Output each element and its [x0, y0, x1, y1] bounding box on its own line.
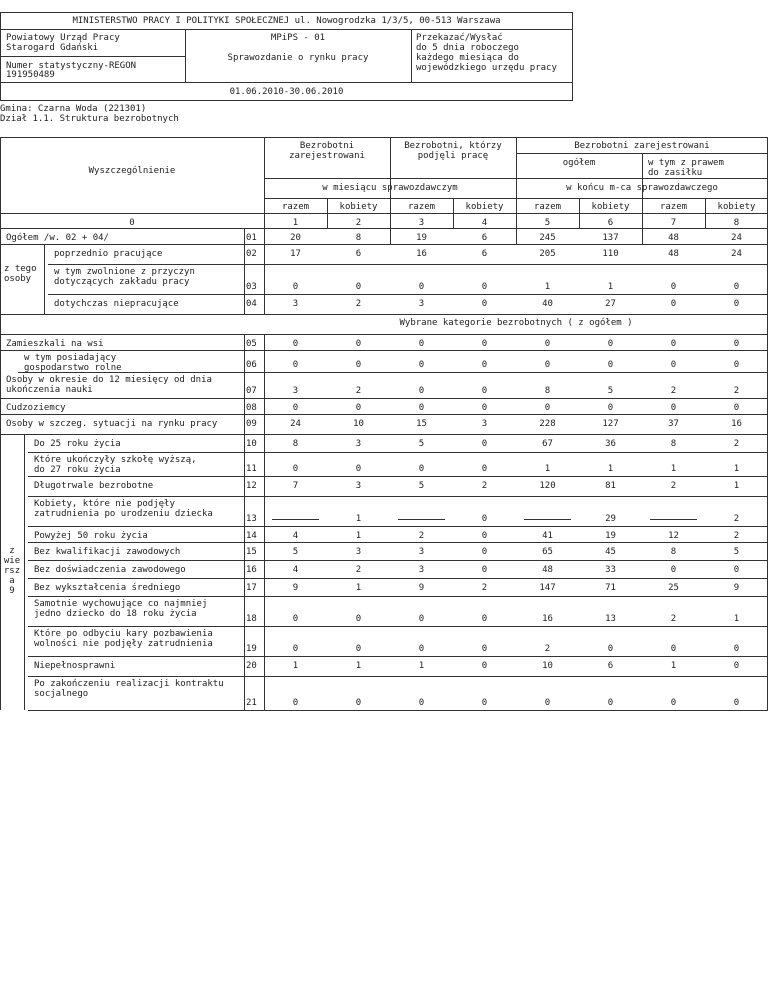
row-18-col-1: 0: [292, 614, 299, 624]
row-17-col-3: 9: [418, 583, 425, 593]
header-divider-2: [411, 29, 412, 83]
row-01-col-2: 8: [355, 233, 362, 243]
row-09-col-2: 10: [353, 419, 364, 429]
hdr-zasilek: w tym z prawem do zasiłku: [648, 158, 724, 178]
row-07-col-5: 8: [544, 386, 551, 396]
row-03-col-6: 1: [607, 282, 614, 292]
sub-header-4: kobiety: [465, 202, 504, 212]
header-divider-3: [0, 56, 185, 57]
row-14-col-3: 2: [418, 531, 425, 541]
row-05-col-7: 0: [670, 339, 677, 349]
row-20-col-4: 0: [481, 661, 488, 671]
row-16-col-2: 2: [355, 565, 362, 575]
z-tego-label: z tego osoby: [4, 264, 37, 284]
row-03-col-4: 0: [481, 282, 488, 292]
row-04-col-6: 27: [605, 299, 616, 309]
row-number-10: 10: [246, 439, 257, 449]
row-number-19: 19: [246, 644, 257, 654]
left-v-bottom: [0, 334, 1, 710]
col-number-5: 5: [544, 218, 551, 228]
sub-header-6: kobiety: [591, 202, 630, 212]
row-09-col-5: 228: [539, 419, 556, 429]
row-04-col-2: 2: [355, 299, 362, 309]
row-18-col-7: 2: [670, 614, 677, 624]
row-01-col-5: 245: [539, 233, 556, 243]
dzial-title: Dział 1.1. Struktura bezrobotnych: [0, 114, 179, 124]
row-line-14: [28, 542, 768, 543]
row-18-col-3: 0: [418, 614, 425, 624]
row-15-col-2: 3: [355, 547, 362, 557]
hdr-podjeli-prace: Bezrobotni, którzy podjęli pracę: [404, 141, 502, 161]
row-08-col-4: 0: [481, 403, 488, 413]
row-label-17: Bez wykształcenia średniego: [34, 583, 181, 593]
row-17-col-1: 9: [292, 583, 299, 593]
row-17-col-5: 147: [539, 583, 556, 593]
row-10-col-3: 5: [418, 439, 425, 449]
row-15-col-5: 65: [542, 547, 553, 557]
section-bottom: [0, 334, 768, 335]
row-label-04: dotychczas niepracujące: [54, 299, 179, 309]
row-number-14: 14: [246, 531, 257, 541]
row-03-col-8: 0: [733, 282, 740, 292]
stat-number: 191950489: [6, 70, 55, 80]
row-11-col-7: 1: [670, 464, 677, 474]
row-03-col-2: 0: [355, 282, 362, 292]
form-title: Sprawozdanie o rynku pracy: [227, 53, 369, 63]
row-line-02: [48, 264, 768, 265]
row-line-07: [0, 398, 768, 399]
row-20-col-3: 1: [418, 661, 425, 671]
row-line-17: [28, 596, 768, 597]
row-01-col-1: 20: [290, 233, 301, 243]
row-18-col-8: 1: [733, 614, 740, 624]
row-21-col-8: 0: [733, 698, 740, 708]
row-label-06: w tym posiadający gospodarstwo rolne: [24, 353, 122, 373]
row-21-col-4: 0: [481, 698, 488, 708]
row-11-col-5: 1: [544, 464, 551, 474]
row-14-col-4: 0: [481, 531, 488, 541]
row-16-col-4: 0: [481, 565, 488, 575]
header-ministry: MINISTERSTWO PRACY I POLITYKI SPOŁECZNEJ ul. Nowogrodzka 1/3/5, 00-513 Warszawa: [72, 16, 501, 26]
row-line-10: [28, 452, 768, 453]
row-06-col-4: 0: [481, 360, 488, 370]
row-number-13: 13: [246, 514, 257, 524]
row-06-col-5: 0: [544, 360, 551, 370]
row-11-col-6: 1: [607, 464, 614, 474]
hdr-w-koncu: w końcu m-ca sprawozdawczego: [566, 183, 718, 193]
row-06-col-1: 0: [292, 360, 299, 370]
row-14-col-6: 19: [605, 531, 616, 541]
row-05-col-6: 0: [607, 339, 614, 349]
hdr-ogolem: ogółem: [562, 158, 596, 168]
row-number-07: 07: [246, 386, 257, 396]
row-07-col-2: 2: [355, 386, 362, 396]
row-02-col-8: 24: [731, 249, 742, 259]
row-14-col-5: 41: [542, 531, 553, 541]
sub-header-3: razem: [407, 202, 436, 212]
row-20-col-6: 6: [607, 661, 614, 671]
row-18-col-6: 13: [605, 614, 616, 624]
row-03-col-1: 0: [292, 282, 299, 292]
col-number-4: 4: [481, 218, 488, 228]
row-12-col-3: 5: [418, 481, 425, 491]
nr-v-top: [244, 228, 245, 314]
sub-header-2: kobiety: [339, 202, 378, 212]
row-label-20: Niepełnosprawni: [34, 661, 116, 671]
row-04-col-4: 0: [481, 299, 488, 309]
row-08-col-7: 0: [670, 403, 677, 413]
row-14-col-8: 2: [733, 531, 740, 541]
row-number-04: 04: [246, 299, 257, 309]
row-04-col-5: 40: [542, 299, 553, 309]
row-21-col-1: 0: [292, 698, 299, 708]
row-number-06: 06: [246, 360, 257, 370]
period: 01.06.2010-30.06.2010: [229, 87, 344, 97]
row-17-col-6: 71: [605, 583, 616, 593]
row-17-col-2: 1: [355, 583, 362, 593]
row-04-col-8: 0: [733, 299, 740, 309]
hdr-bezrobotni-zarej: Bezrobotni zarejestrowani: [289, 141, 365, 161]
row-label-03: w tym zwolnione z przyczyn dotyczących zakładu pracy: [54, 267, 195, 287]
row-08-col-1: 0: [292, 403, 299, 413]
row-line-12: [28, 496, 768, 497]
row-10-col-6: 36: [605, 439, 616, 449]
row-line-03: [48, 294, 768, 295]
row-line-09: [0, 434, 768, 435]
row-09-col-3: 15: [416, 419, 427, 429]
z-wiersza-label: z wie rsz a 9: [3, 546, 21, 596]
row-line-01: [0, 244, 768, 245]
row-16-col-6: 33: [605, 565, 616, 575]
row-line-21: [28, 710, 768, 711]
row-line-08: [0, 414, 768, 415]
row-08-col-6: 0: [607, 403, 614, 413]
row-20-col-8: 0: [733, 661, 740, 671]
row-13-col-5-dash: [524, 519, 571, 520]
row-21-col-3: 0: [418, 698, 425, 708]
hdr-w-miesiacu: w miesiącu sprawozdawczym: [322, 183, 458, 193]
row-09-col-7: 37: [668, 419, 679, 429]
row-09-col-4: 3: [481, 419, 488, 429]
row-01-col-3: 19: [416, 233, 427, 243]
row-10-col-4: 0: [481, 439, 488, 449]
row-12-col-7: 2: [670, 481, 677, 491]
row-18-col-4: 0: [481, 614, 488, 624]
row-19-col-6: 0: [607, 644, 614, 654]
row-03-col-3: 0: [418, 282, 425, 292]
row-06-col-3: 0: [418, 360, 425, 370]
row-label-05: Zamieszkali na wsi: [6, 339, 104, 349]
row-label-19: Które po odbyciu kary pozbawienia wolności nie podjęły zatrudnienia: [34, 629, 213, 649]
row-10-col-7: 8: [670, 439, 677, 449]
row-number-20: 20: [246, 661, 257, 671]
row-11-col-2: 0: [355, 464, 362, 474]
row-label-15: Bez kwalifikacji zawodowych: [34, 547, 181, 557]
row-09-col-1: 24: [290, 419, 301, 429]
row-11-col-3: 0: [418, 464, 425, 474]
office-name-line1: Powiatowy Urząd Pracy: [6, 33, 120, 43]
row-17-col-7: 25: [668, 583, 679, 593]
row-number-09: 09: [246, 419, 257, 429]
row-13-col-8: 2: [733, 514, 740, 524]
row-14-col-2: 1: [355, 531, 362, 541]
row-06-col-2: 0: [355, 360, 362, 370]
row-05-col-1: 0: [292, 339, 299, 349]
row-19-col-1: 0: [292, 644, 299, 654]
row-label-18: Samotnie wychowujące co najmniej jedno dziecko do 18 roku życia: [34, 599, 208, 619]
row-11-col-1: 0: [292, 464, 299, 474]
row-line-19: [28, 656, 768, 657]
row-18-col-2: 0: [355, 614, 362, 624]
row-02-col-6: 110: [602, 249, 619, 259]
row-number-02: 02: [246, 249, 257, 259]
row-line-20: [28, 676, 768, 677]
row-08-col-3: 0: [418, 403, 425, 413]
row-09-col-8: 16: [731, 419, 742, 429]
row-05-col-4: 0: [481, 339, 488, 349]
row-13-col-7-dash: [650, 519, 697, 520]
row-line-04: [48, 314, 768, 315]
row-02-col-5: 205: [539, 249, 556, 259]
row-08-col-8: 0: [733, 403, 740, 413]
row-01-col-6: 137: [602, 233, 619, 243]
row-label-21: Po zakończeniu realizacji kontraktu socjalnego: [34, 679, 224, 699]
row-13-col-6: 29: [605, 514, 616, 524]
row-05-col-3: 0: [418, 339, 425, 349]
row-line-18: [28, 626, 768, 627]
row-number-12: 12: [246, 481, 257, 491]
sub-header-5: razem: [533, 202, 562, 212]
table-top-line: [0, 137, 768, 138]
row-21-col-7: 0: [670, 698, 677, 708]
row-04-col-1: 3: [292, 299, 299, 309]
section-title: Wybrane kategorie bezrobotnych ( z ogółem ): [399, 318, 633, 328]
row-number-16: 16: [246, 565, 257, 575]
col-number-6: 6: [607, 218, 614, 228]
row-number-18: 18: [246, 614, 257, 624]
row-10-col-8: 2: [733, 439, 740, 449]
row-number-15: 15: [246, 547, 257, 557]
row-18-col-5: 16: [542, 614, 553, 624]
col-number-1: 1: [292, 218, 299, 228]
row-label-11: Które ukończyły szkołę wyższą, do 27 roku życia: [34, 455, 197, 475]
row-label-01: Ogółem /w. 02 + 04/: [6, 233, 109, 243]
row-02-col-2: 6: [355, 249, 362, 259]
row-label-09: Osoby w szczeg. sytuacji na rynku pracy: [6, 419, 218, 429]
row-16-col-3: 3: [418, 565, 425, 575]
row-05-col-8: 0: [733, 339, 740, 349]
row-label-12: Długotrwale bezrobotne: [34, 481, 154, 491]
row-number-21: 21: [246, 698, 257, 708]
row-label-07: Osoby w okresie do 12 miesięcy od dnia ukończenia nauki: [6, 375, 212, 395]
hdr-bottom: [0, 228, 768, 229]
row-05-col-5: 0: [544, 339, 551, 349]
row-06-col-8: 0: [733, 360, 740, 370]
row-19-col-2: 0: [355, 644, 362, 654]
row-07-col-7: 2: [670, 386, 677, 396]
row-06-col-6: 0: [607, 360, 614, 370]
row-21-col-2: 0: [355, 698, 362, 708]
z-wiersza-v: [24, 434, 25, 710]
row-15-col-3: 3: [418, 547, 425, 557]
row-19-col-5: 2: [544, 644, 551, 654]
row-04-col-3: 3: [418, 299, 425, 309]
row-13-col-1-dash: [272, 519, 319, 520]
row-label-08: Cudzoziemcy: [6, 403, 66, 413]
row-08-col-5: 0: [544, 403, 551, 413]
row-12-col-8: 1: [733, 481, 740, 491]
row-10-col-1: 8: [292, 439, 299, 449]
row-number-08: 08: [246, 403, 257, 413]
row-10-col-5: 67: [542, 439, 553, 449]
row-05-col-2: 0: [355, 339, 362, 349]
stat-number-label: Numer statystyczny-REGON: [6, 61, 137, 71]
row-15-col-6: 45: [605, 547, 616, 557]
row-02-col-7: 48: [668, 249, 679, 259]
row-13-col-2: 1: [355, 514, 362, 524]
row-19-col-8: 0: [733, 644, 740, 654]
row-07-col-8: 2: [733, 386, 740, 396]
row-number-03: 03: [246, 282, 257, 292]
row-15-col-7: 8: [670, 547, 677, 557]
row-17-col-8: 9: [733, 583, 740, 593]
row-label-10: Do 25 roku życia: [34, 439, 121, 449]
row-03-col-7: 0: [670, 282, 677, 292]
row-07-col-6: 5: [607, 386, 614, 396]
col-number-7: 7: [670, 218, 677, 228]
nr-v-bottom: [244, 334, 245, 710]
row-line-16: [28, 578, 768, 579]
row-09-col-6: 127: [602, 419, 619, 429]
row-15-col-8: 5: [733, 547, 740, 557]
row-12-col-2: 3: [355, 481, 362, 491]
sub-header-8: kobiety: [717, 202, 756, 212]
row-15-col-1: 5: [292, 547, 299, 557]
row-21-col-5: 0: [544, 698, 551, 708]
col-number-3: 3: [418, 218, 425, 228]
row-01-col-7: 48: [668, 233, 679, 243]
row-01-col-8: 24: [731, 233, 742, 243]
row-line-11: [28, 476, 768, 477]
row-12-col-5: 120: [539, 481, 556, 491]
row-line-05: [0, 350, 768, 351]
form-code: MPiPS - 01: [270, 33, 326, 43]
row-line-15: [28, 560, 768, 561]
row-number-05: 05: [246, 339, 257, 349]
row-19-col-3: 0: [418, 644, 425, 654]
row-01-col-4: 6: [481, 233, 488, 243]
row-16-col-7: 0: [670, 565, 677, 575]
row-13-col-3-dash: [398, 519, 445, 520]
row-15-col-4: 0: [481, 547, 488, 557]
sub-header-1: razem: [281, 202, 310, 212]
row-04-col-7: 0: [670, 299, 677, 309]
row-label-14: Powyżej 50 roku życia: [34, 531, 148, 541]
hdr-h-ogolem: [516, 153, 768, 154]
row-20-col-5: 10: [542, 661, 553, 671]
col-number-0: 0: [129, 218, 135, 228]
row-16-col-1: 4: [292, 565, 299, 575]
row-13-col-4: 0: [481, 514, 488, 524]
row-number-01: 01: [246, 233, 257, 243]
row-17-col-4: 2: [481, 583, 488, 593]
row-label-16: Bez doświadczenia zawodowego: [34, 565, 186, 575]
col-number-2: 2: [355, 218, 362, 228]
row-12-col-6: 81: [605, 481, 616, 491]
z-tego-v: [44, 244, 45, 314]
row-label-02: poprzednio pracujące: [54, 249, 163, 259]
row-10-col-2: 3: [355, 439, 362, 449]
row-21-col-6: 0: [607, 698, 614, 708]
row-11-col-8: 1: [733, 464, 740, 474]
row-number-11: 11: [246, 464, 257, 474]
row-19-col-7: 0: [670, 644, 677, 654]
row-06-col-7: 0: [670, 360, 677, 370]
row-14-col-1: 4: [292, 531, 299, 541]
row-07-col-4: 0: [481, 386, 488, 396]
hdr-h-numbers: [0, 213, 768, 214]
hdr-h-periods: [264, 178, 768, 179]
col-number-8: 8: [733, 218, 740, 228]
row-16-col-8: 0: [733, 565, 740, 575]
row-20-col-1: 1: [292, 661, 299, 671]
row-14-col-7: 12: [668, 531, 679, 541]
gmina: Gmina: Czarna Woda (221301): [0, 104, 147, 114]
row-07-col-1: 3: [292, 386, 299, 396]
row-12-col-1: 7: [292, 481, 299, 491]
row-08-col-2: 0: [355, 403, 362, 413]
hdr-bezrobotni-right: Bezrobotni zarejestrowani: [574, 141, 710, 151]
row-number-17: 17: [246, 583, 257, 593]
row-02-col-3: 16: [416, 249, 427, 259]
row-02-col-4: 6: [481, 249, 488, 259]
row-line-13: [28, 526, 768, 527]
row-03-col-5: 1: [544, 282, 551, 292]
row-19-col-4: 0: [481, 644, 488, 654]
hdr-wyszczegolnienie: Wyszczególnienie: [88, 166, 176, 176]
row-02-col-1: 17: [290, 249, 301, 259]
row-20-col-2: 1: [355, 661, 362, 671]
deliver-note: Przekazać/Wysłać do 5 dnia roboczego każdego miesiąca do wojewódzkiego urzędu pracy: [416, 33, 557, 73]
row-07-col-3: 0: [418, 386, 425, 396]
row-12-col-4: 2: [481, 481, 488, 491]
row-16-col-5: 48: [542, 565, 553, 575]
row-label-13: Kobiety, które nie podjęły zatrudnienia po urodzeniu dziecka: [34, 499, 213, 519]
row-20-col-7: 1: [670, 661, 677, 671]
sub-header-7: razem: [659, 202, 688, 212]
row-11-col-4: 0: [481, 464, 488, 474]
office-name-line2: Starogard Gdański: [6, 43, 99, 53]
